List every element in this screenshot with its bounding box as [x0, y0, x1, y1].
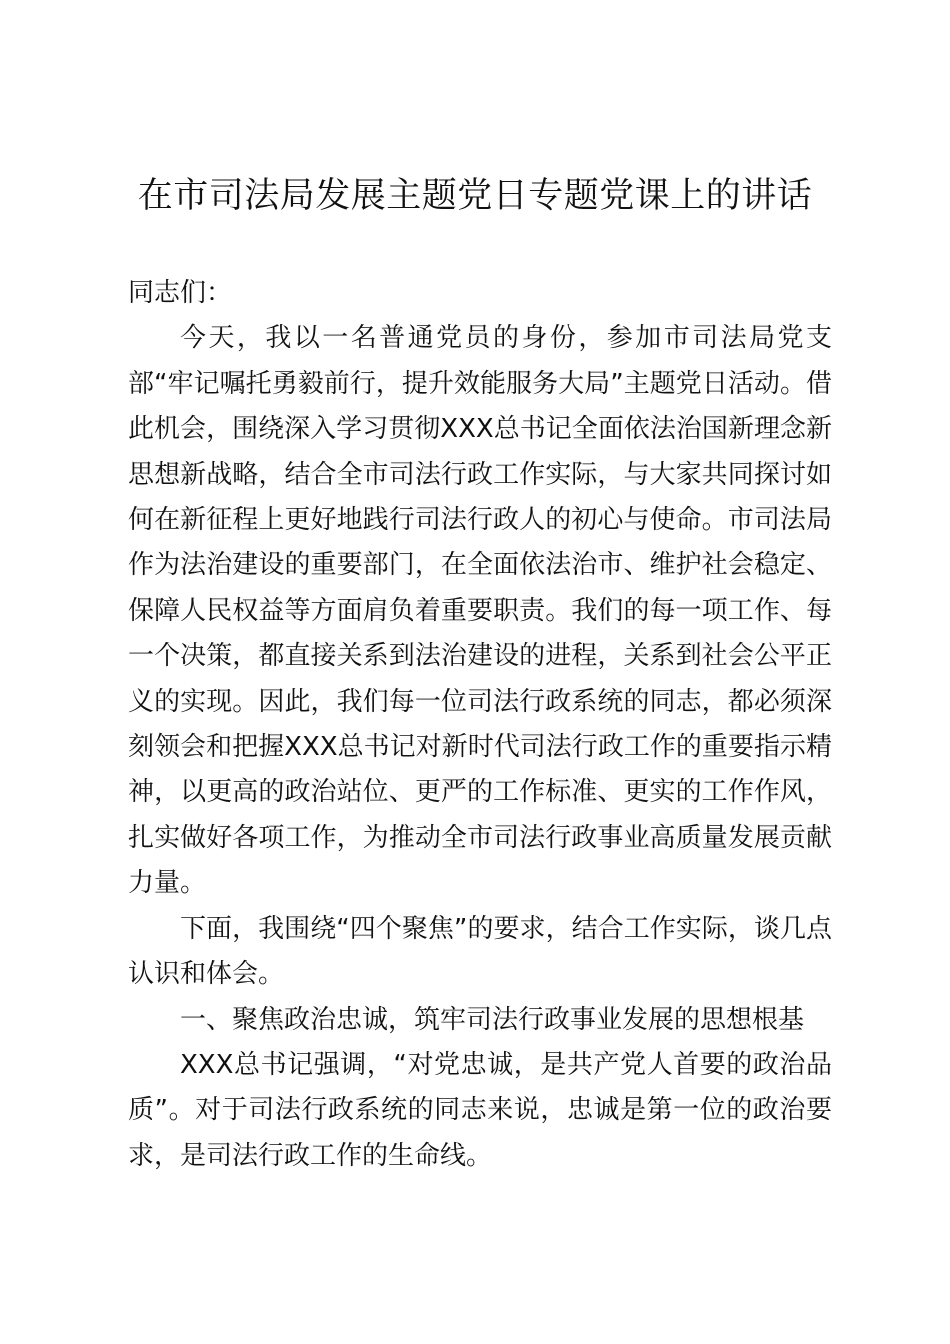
section-heading-1: 一、聚焦政治忠诚，筑牢司法行政事业发展的思想根基 — [180, 1004, 805, 1035]
document-title: 在市司法局发展主题党日专题党课上的讲话 — [137, 176, 813, 216]
paragraph-opening: 今天，我以一名普通党员的身份，参加市司法局党支部“牢记嘱托勇毅前行，提升效能服务大局”主题党日活动。借此机会，围绕深入学习贯彻XXX总书记全面依法治国新理念新思想新战略，结合全市司法行政工作实际，与大家共同探讨如何在新征程上更好地践行司法行政人的初心与使命。市司法局作为法治建设的重要部门，在全面依法治市、维护社会稳定、保障人民权益等方面肩负着重要职责。我们的每一项工作、每一个决策，都直接关系到法治建设的进程，关系到社会公平正义的实现。因此，我们每一位司法行政系统的同志，都必须深刻领会和把握XXX总书记对新时代司法行政工作的重要指示精神，以更高的政治站位、更严的工作标准、更实的工作作风，扎实做好各项工作，为推动全市司法行政事业高质量发展贡献力量。 — [128, 323, 832, 899]
paragraph-intro: 下面，我围绕“四个聚焦”的要求，结合工作实际，谈几点认识和体会。 — [128, 913, 832, 990]
document-body — [128, 271, 832, 1179]
paragraph-section-1: XXX总书记强调，“对党忠诚，是共产党人首要的政治品质”。对于司法行政系统的同志来说，忠诚是第一位的政治要求，是司法行政工作的生命线。 — [128, 1049, 832, 1171]
salutation: 同志们： — [128, 278, 233, 308]
